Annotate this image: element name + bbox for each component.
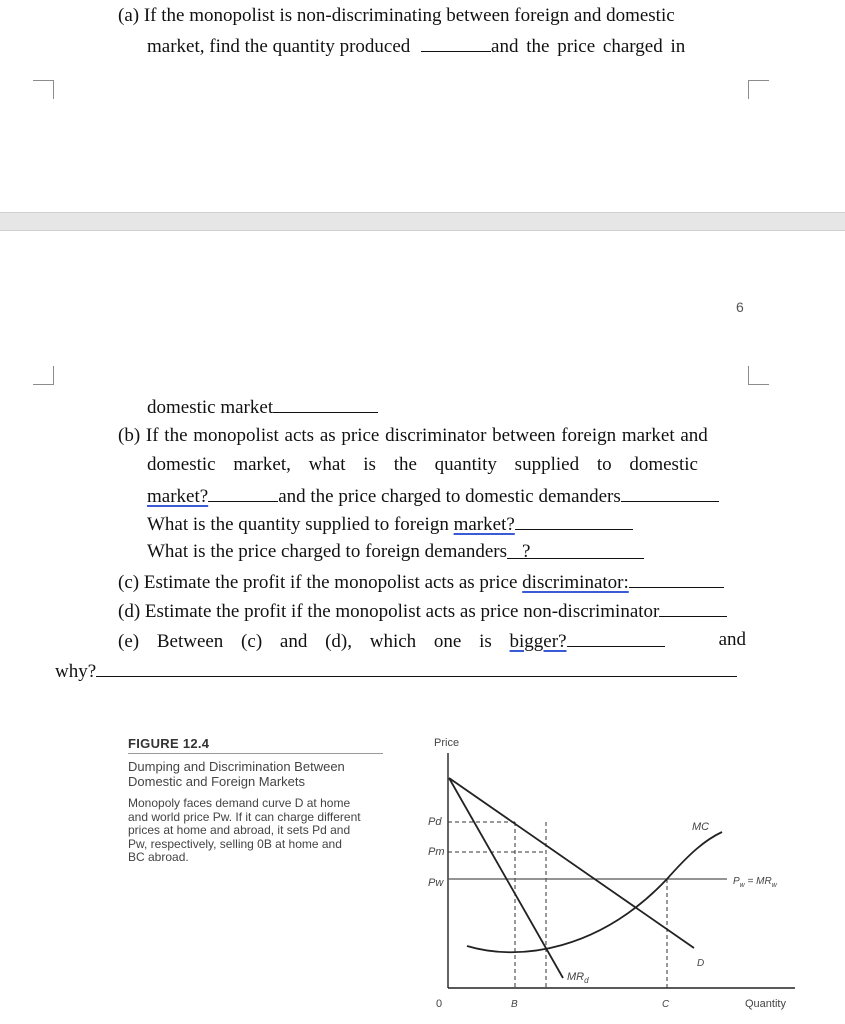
question-c: (c) Estimate the profit if the monopolist acts as price discriminator: bbox=[118, 570, 724, 594]
why-line: why? bbox=[55, 659, 737, 683]
question-d: (d) Estimate the profit if the monopolist acts as price non-discriminator bbox=[118, 599, 727, 623]
bigger-link: bigger? bbox=[509, 631, 567, 652]
tick-label-c: C bbox=[662, 999, 670, 1010]
question-a-text: market, find the quantity produced bbox=[147, 36, 411, 57]
y-axis-label: Price bbox=[434, 737, 460, 749]
label-mrd: $MR_d$ bbox=[567, 971, 589, 985]
figure-description: Monopoly faces demand curve D at home and world price Pw. If it can charge different prices at home and abroad, it sets Pd and Pw, respectively, selling 0B at home and BC abroad. bbox=[128, 796, 361, 864]
question-b-line-3: market? and the price charged to domestic demanders bbox=[147, 484, 719, 508]
figure-title: FIGURE 12.4 bbox=[128, 736, 210, 751]
figure-subtitle: Dumping and Discrimination Between Domestic and Foreign Markets bbox=[128, 759, 345, 789]
answer-blank-b-foreign-price[interactable]: ? bbox=[507, 541, 644, 559]
tick-label-pd: Pd bbox=[428, 816, 442, 828]
tick-label-origin: 0 bbox=[436, 998, 443, 1010]
question-a-text-2: and the price charged in bbox=[491, 36, 686, 57]
x-axis-label: Quantity bbox=[745, 998, 786, 1010]
label-pw-mrw: $P_w = MR_w$ bbox=[733, 876, 777, 889]
tick-label-pw: Pw bbox=[428, 877, 444, 889]
question-e: (e) Between (c) and (d), which one is bigger? and bbox=[118, 629, 746, 652]
question-b-line-1: (b) If the monopolist acts as price discriminator between foreign market and bbox=[118, 425, 708, 446]
question-a-line-1: (a) If the monopolist is non-discriminating between foreign and domestic bbox=[118, 5, 675, 26]
label-d: D bbox=[697, 958, 705, 969]
label-mc: MC bbox=[692, 821, 710, 833]
market-link: market? bbox=[147, 486, 209, 507]
tick-label-pm: Pm bbox=[428, 846, 445, 858]
question-b-line-5: What is the price charged to foreign demanders ? bbox=[147, 541, 644, 563]
domestic-market-line: domestic market bbox=[147, 395, 378, 419]
question-b-line-2: domestic market, what is the quantity supplied to domestic bbox=[147, 454, 698, 475]
series-demand bbox=[449, 778, 694, 948]
discriminator-link: discriminator: bbox=[522, 572, 629, 593]
series-mc bbox=[467, 832, 722, 952]
tick-label-b: B bbox=[511, 999, 518, 1010]
market-link: market? bbox=[453, 514, 515, 535]
question-b-line-4: What is the quantity supplied to foreign market? bbox=[147, 512, 633, 536]
page-number: 6 bbox=[736, 299, 744, 315]
